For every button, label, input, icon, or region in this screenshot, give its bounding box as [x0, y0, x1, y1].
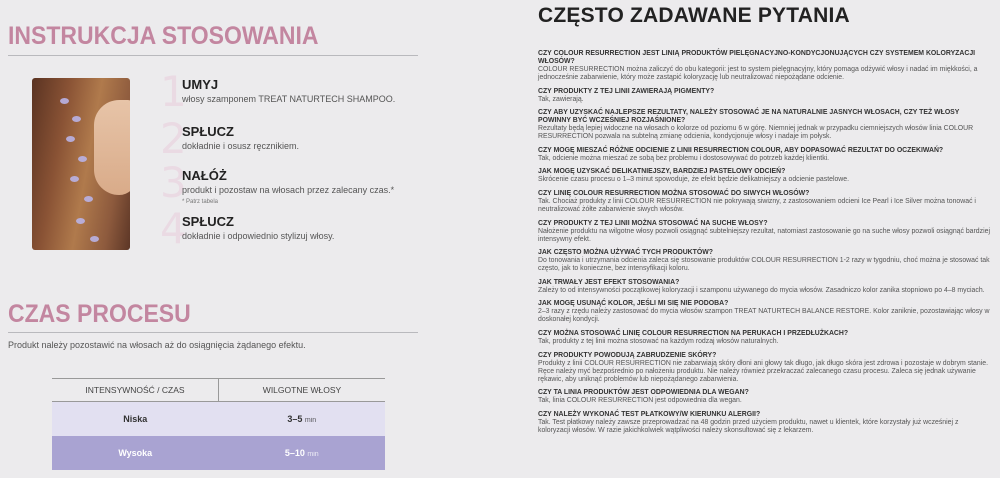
faq-question: JAK CZĘSTO MOŻNA UŻYWAĆ TYCH PRODUKTÓW?	[538, 249, 713, 257]
time-unit: min	[307, 451, 319, 458]
faq-item	[538, 389, 990, 405]
step-number: 4	[160, 204, 187, 253]
faq-item	[538, 352, 990, 384]
faq-question: CZY ABY UZYSKAĆ NAJLEPSZE REZULTATY, NALEŻY STOSOWAĆ JE NA NATURALNIE JASNYCH WŁOSACH, CZY TEŻ WŁOSY POWINNY BYĆ WCZEŚNIEJ ROZJAŚNIONE?	[538, 109, 960, 125]
faq-item	[538, 109, 990, 141]
product-dot	[72, 116, 81, 122]
faq-answer: Produkty z linii COLOUR RESURRECTION nie zabarwiają skóry dłoni ani głowy tak długo, jak długo skóra jest zdrowa i pozostaje w dobrym stanie. Ręce należy myć bezpośrednio po nałożeniu produktu. Nie należy również przekraczać zalecanego czasu procesu. Zaleca się jednak używanie rękawic, aby uniknąć problemów lub niepożądanego zabarwienia.	[538, 359, 988, 383]
time-value: 3–5	[287, 414, 303, 424]
table-row	[52, 436, 385, 470]
faq-question: JAK MOGĘ USUNĄĆ KOLOR, JEŚLI MI SIĘ NIE PODOBA?	[538, 300, 729, 308]
faq-question: CZY TA LINIA PRODUKTÓW JEST ODPOWIEDNIA DLA WEGAN?	[538, 389, 749, 397]
faq-question: CZY PRODUKTY Z TEJ LINII ZAWIERAJĄ PIGMENTY?	[538, 87, 715, 95]
step-title: UMYJ	[182, 77, 219, 92]
intensity-cell: Niska	[52, 402, 219, 437]
step-text: dokładnie i odpowiednio stylizuj włosy.	[182, 231, 335, 241]
faq-answer: Tak, zawierają.	[538, 95, 584, 103]
step-number: 2	[160, 114, 187, 163]
step-text: włosy szamponem TREAT NATURTECH SHAMPOO.	[182, 94, 396, 104]
faq-answer: 2–3 razy z rzędu należy zastosować do mycia włosów szampon TREAT NATURTECH BALANCE RESTORE. Kolor zaniknie, pozostawiając włosy w doskonałej kondycji.	[538, 308, 990, 324]
faq-question: CZY PRODUKTY Z TEJ LINII MOŻNA STOSOWAĆ NA SUCHE WŁOSY?	[538, 219, 768, 227]
faq-question: JAK MOGĘ UZYSKAĆ DELIKATNIEJSZY, BARDZIEJ PASTELOWY ODCIEŃ?	[538, 168, 786, 176]
table-header: WILGOTNE WŁOSY	[219, 379, 386, 402]
product-dot	[76, 218, 85, 224]
faq-answer: Tak, odcienie można mieszać ze sobą bez problemu i dostosowywać do potrzeb każdej klientki.	[538, 154, 830, 162]
faq-item	[538, 300, 990, 324]
faq-item	[538, 50, 990, 82]
faq-question: CZY COLOUR RESURRECTION JEST LINIĄ PRODUKTÓW PIELĘGNACYJNO-KONDYCJONUJĄCYCH CZY SYSTEMEM KOLORYZACJI WŁOSÓW?	[538, 50, 976, 65]
faq-answer: Tak, linia COLOUR RESURRECTION jest odpowiednia dla wegan.	[538, 397, 742, 405]
process-title: CZAS PROCESU	[8, 300, 191, 328]
faq-item	[538, 249, 990, 273]
faq-answer: Zależy to od intensywności początkowej koloryzacji i szamponu używanego do mycia włosów. Zasadniczo kolor zanika stopniowo po 4–8 myciach.	[538, 286, 985, 294]
table-header: INTENSYWNOŚĆ / CZAS	[52, 379, 219, 402]
step-text: dokładnie i osusz ręcznikiem.	[182, 141, 300, 151]
step-number: 3	[160, 158, 187, 207]
faq-item	[538, 88, 990, 104]
product-dot	[60, 98, 69, 104]
faq-item	[538, 220, 990, 244]
hand-shape	[94, 100, 130, 195]
process-divider	[8, 332, 418, 333]
step-footnote: * Patrz tabela	[182, 199, 219, 205]
faq-question: CZY NALEŻY WYKONAĆ TEST PŁATKOWY/W KIERUNKU ALERGII?	[538, 410, 761, 418]
faq-question: CZY PRODUKTY POWODUJĄ ZABRUDZENIE SKÓRY?	[538, 351, 717, 359]
faq-item	[538, 168, 990, 184]
faq-question: CZY LINIĘ COLOUR RESURRECTION MOŻNA STOSOWAĆ DO SIWYCH WŁOSÓW?	[538, 189, 810, 197]
instructions-divider	[8, 55, 418, 56]
product-dot	[70, 176, 79, 182]
time-unit: min	[304, 417, 317, 424]
faq-list	[538, 50, 990, 440]
table-header-row	[52, 379, 385, 402]
process-text: Produkt należy pozostawić na włosach aż do osiągnięcia żądanego efektu.	[8, 340, 306, 350]
faq-question: CZY MOGĘ MIESZAĆ RÓŻNE ODCIENIE Z LINII RESURRECTION COLOUR, ABY DOPASOWAĆ REZULTAT DO OCZEKIWAŃ?	[538, 146, 944, 154]
product-dot	[66, 136, 75, 142]
product-dot	[78, 156, 87, 162]
faq-item	[538, 330, 990, 346]
step-number: 1	[160, 67, 187, 116]
faq-panel	[500, 0, 1000, 478]
intensity-cell: Wysoka	[52, 436, 219, 470]
hair-application-photo	[32, 78, 130, 250]
faq-item	[538, 147, 990, 163]
faq-answer: Skrócenie czasu procesu o 1–3 minut spowoduje, że efekt będzie delikatniejszy a odcienie pastelowe.	[538, 176, 850, 184]
step-title: SPŁUCZ	[182, 214, 234, 229]
time-value: 5–10	[284, 448, 305, 458]
faq-answer: Do tonowania i utrzymania odcienia zaleca się stosowanie produktów COLOUR RESURRECTION 1-2 razy w tygodniu, choć można je stosować tak często, jak to konieczne, bez intensyfikacji koloru.	[538, 257, 990, 273]
step-title: SPŁUCZ	[182, 124, 234, 139]
faq-answer: COLOUR RESURRECTION można zaliczyć do obu kategorii: jest to system pielęgnacyjny, który pomaga odżywić włosy i nadać im miękkości, a jednocześnie zabarwienie, który może zastąpić koloryzację lub neutralizować niepożądane odcienie.	[538, 66, 978, 81]
time-cell	[219, 402, 386, 437]
faq-answer: Rezultaty będą lepiej widoczne na włosach o kolorze od poziomu 6 w górę. Niemniej jednak w przypadku ciemniejszych włosów linia COLOUR RESURRECTION pozwala na subtelną zmianę odcienia, kondycjonuje włosy i nadaje im połysk.	[538, 125, 974, 141]
step-title: NAŁÓŻ	[182, 168, 227, 183]
instructions-title: INSTRUKCJA STOSOWANIA	[8, 22, 319, 50]
faq-question: JAK TRWAŁY JEST EFEKT STOSOWANIA?	[538, 278, 680, 286]
faq-answer: Tak. Chociaż produkty z linii COLOUR RESURRECTION nie pokrywają siwizny, z zastosowaniem odcieni Ice Pearl i Ice Silver można tonować i neutralizować żółte zabarwienie siwych włosów.	[538, 197, 976, 213]
product-dot	[84, 196, 93, 202]
faq-answer: Tak. Test płatkowy należy zawsze przeprowadzać na 48 godzin przed użyciem produktu, nawet u klientek, które korzystały już wcześniej z koloryzacji włosów. W razie jakichkolwiek wątpliwości należy skonsultować się z lekarzem.	[538, 418, 959, 434]
faq-answer: Tak, produkty z tej linii można stosować na każdym rodzaj włosów naturalnych.	[538, 337, 779, 345]
faq-question: CZY MOŻNA STOSOWAĆ LINIĘ COLOUR RESURRECTION NA PERUKACH I PRZEDŁUŻKACH?	[538, 329, 849, 337]
product-dot	[90, 236, 99, 242]
faq-title: CZĘSTO ZADAWANE PYTANIA	[538, 4, 850, 27]
faq-item	[538, 411, 990, 435]
table-row	[52, 402, 385, 437]
process-time-table	[52, 378, 385, 470]
step-text: produkt i pozostaw na włosach przez zalecany czas.*	[182, 185, 395, 195]
faq-answer: Nałożenie produktu na wilgotne włosy pozwoli osiągnąć subtelniejszy rezultat, natomiast zastosowanie go na suche włosy pozwoli osiągnąć bardziej intensywny efekt.	[538, 227, 990, 243]
faq-item	[538, 190, 990, 214]
faq-item	[538, 279, 990, 295]
time-cell	[219, 436, 386, 470]
